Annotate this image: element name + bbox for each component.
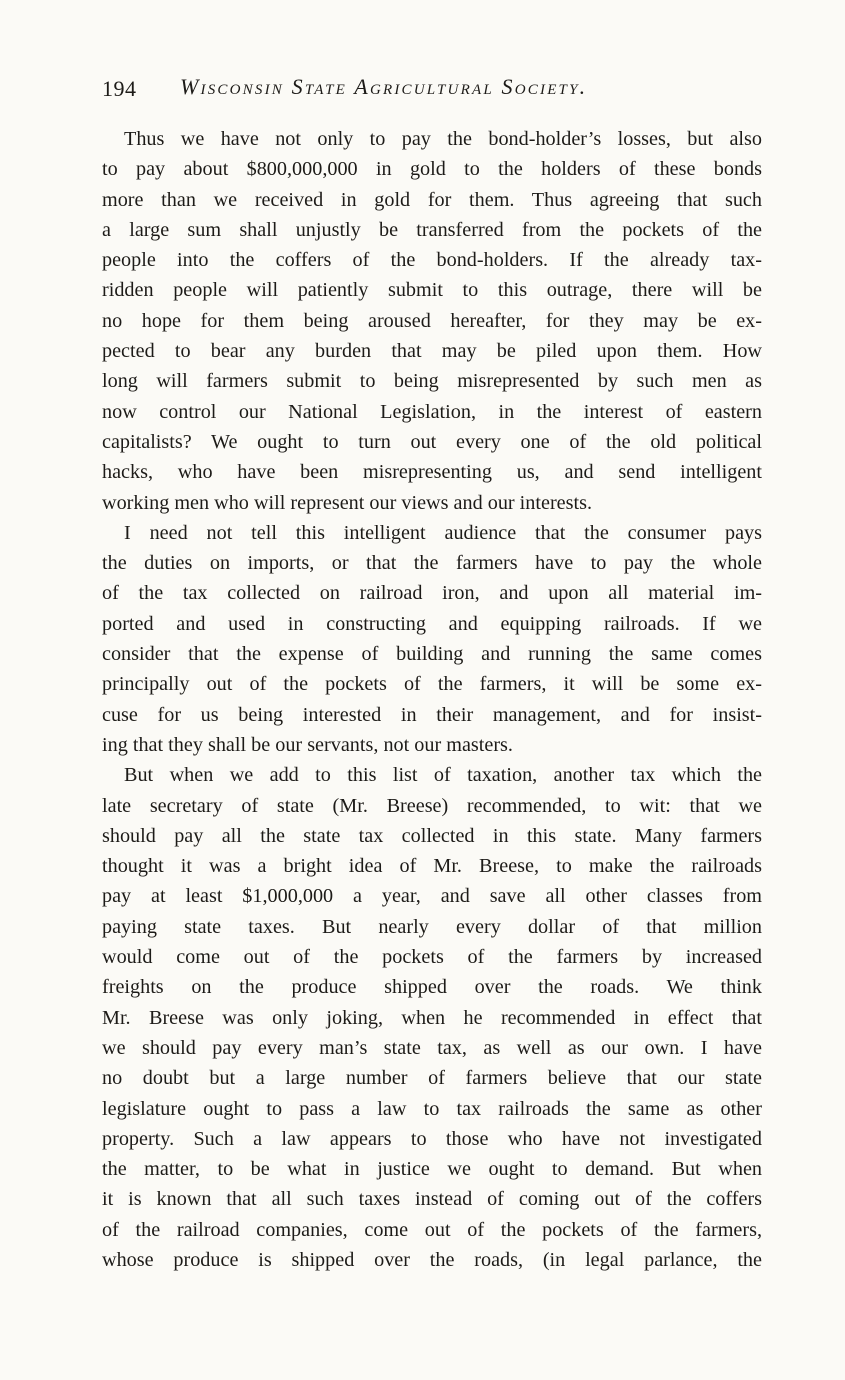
text-line: hacks, who have been misrepresenting us, and send intelligent	[102, 461, 762, 484]
text-line: should pay all the state tax collected in this state. Many farmers	[102, 824, 762, 847]
text-line: the duties on imports, or that the farmers have to pay the whole	[102, 552, 762, 575]
text-line: people into the coffers of the bond-holders. If the already tax-	[102, 249, 762, 272]
text-line: ported and used in constructing and equipping railroads. If we	[102, 612, 762, 635]
body-text	[102, 124, 762, 1275]
text-line: to pay about $800,000,000 in gold to the holders of these bonds	[102, 158, 762, 181]
text-line: of the railroad companies, come out of the pockets of the farmers,	[102, 1218, 762, 1241]
text-line: long will farmers submit to being misrepresented by such men as	[102, 370, 762, 393]
text-line: I need not tell this intelligent audience that the consumer pays	[124, 521, 762, 544]
text-line: the matter, to be what in justice we ought to demand. But when	[102, 1158, 762, 1181]
text-line: late secretary of state (Mr. Breese) recommended, to wit: that we	[102, 794, 762, 817]
text-line: ridden people will patiently submit to this outrage, there will be	[102, 279, 762, 302]
text-line: cuse for us being interested in their management, and for insist-	[102, 703, 762, 726]
text-line: no doubt but a large number of farmers believe that our state	[102, 1067, 762, 1090]
text-line: consider that the expense of building and running the same comes	[102, 643, 762, 666]
text-line: we should pay every man’s state tax, as well as our own. I have	[102, 1036, 762, 1059]
text-line: no hope for them being aroused hereafter, for they may be ex-	[102, 309, 762, 332]
running-title: Wisconsin State Agricultural Society.	[180, 74, 588, 99]
text-line: property. Such a law appears to those who have not investigated	[102, 1127, 762, 1150]
text-line: principally out of the pockets of the farmers, it will be some ex-	[102, 673, 762, 696]
text-line: legislature ought to pass a law to tax railroads the same as other	[102, 1097, 762, 1120]
text-line: ing that they shall be our servants, not our masters.	[102, 733, 513, 756]
text-line: Thus we have not only to pay the bond-holder’s losses, but also	[124, 128, 762, 150]
page-number: 194	[102, 76, 137, 101]
text-line: Mr. Breese was only joking, when he recommended in effect that	[102, 1006, 762, 1029]
text-line: paying state taxes. But nearly every dollar of that million	[102, 915, 762, 938]
text-line: would come out of the pockets of the farmers by increased	[102, 946, 762, 969]
text-line: thought it was a bright idea of Mr. Breese, to make the railroads	[102, 855, 762, 878]
text-line: now control our National Legislation, in the interest of eastern	[102, 400, 762, 423]
text-line: capitalists? We ought to turn out every one of the old political	[102, 430, 762, 453]
text-line: more than we received in gold for them. Thus agreeing that such	[102, 188, 762, 211]
text-line: a large sum shall unjustly be transferred from the pockets of the	[102, 218, 762, 241]
text-line: pay at least $1,000,000 a year, and save all other classes from	[102, 885, 762, 908]
text-line: pected to bear any burden that may be piled upon them. How	[102, 340, 762, 363]
text-line: But when we add to this list of taxation, another tax which the	[124, 764, 762, 787]
text-line: working men who will represent our views and our interests.	[102, 491, 593, 514]
text-line: it is known that all such taxes instead of coming out of the coffers	[102, 1188, 762, 1211]
text-line: freights on the produce shipped over the roads. We think	[102, 976, 762, 999]
text-line: of the tax collected on railroad iron, and upon all material im-	[102, 582, 762, 605]
page-header	[102, 70, 762, 110]
text-line: whose produce is shipped over the roads, (in legal parlance, the	[102, 1248, 762, 1271]
